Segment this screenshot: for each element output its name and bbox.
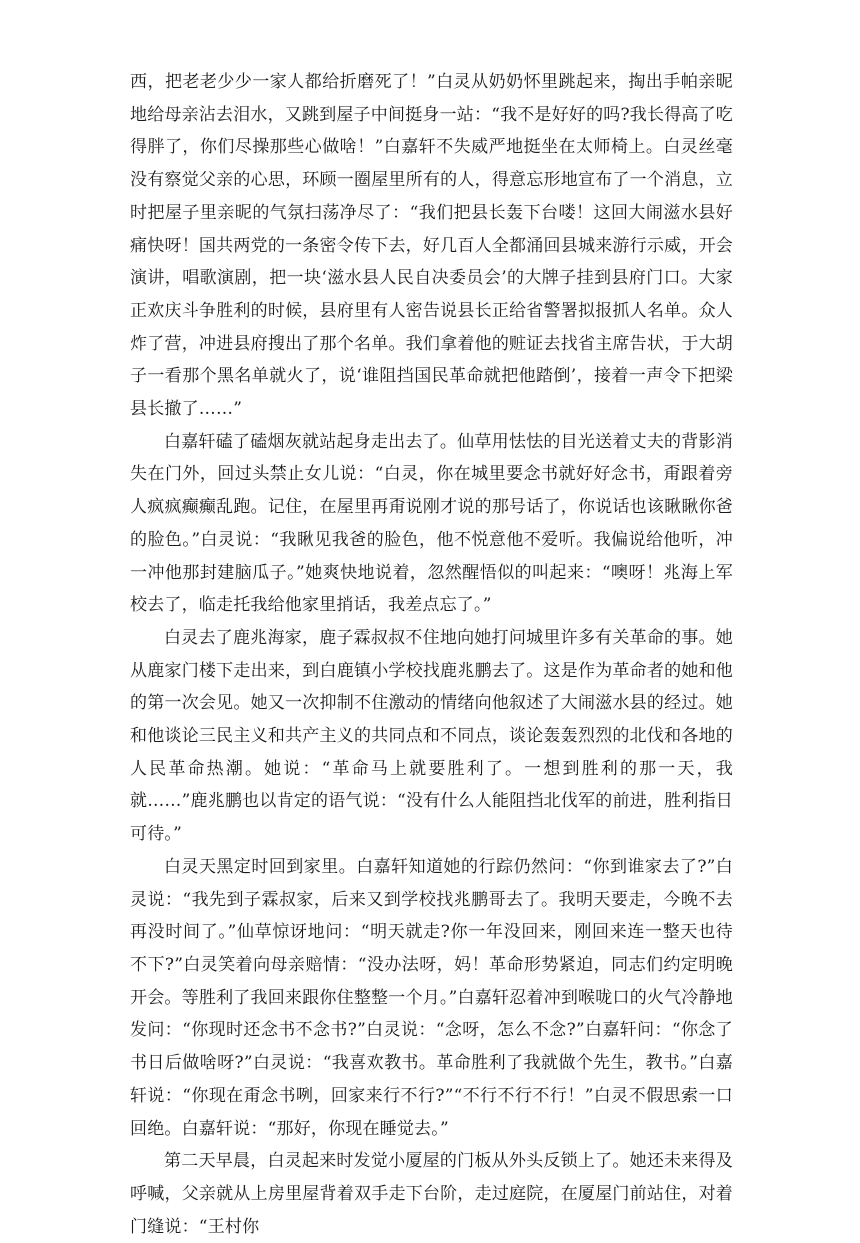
paragraph-1: 西，把老老少少一家人都给折磨死了！”白灵从奶奶怀里跳起来，掏出手帕亲昵地给母亲沾去泪水，又跳到屋子中间挺身一站：“我不是好好的吗?我长得高了吃得胖了，你们尽操那些心做啥！”白嘉轩不失威严地挺坐在太师椅上。白灵丝毫没有察觉父亲的心思，环顾一圈屋里所有的人，得意忘形地宣布了一个消息，立时把屋子里亲昵的气氛扫荡净尽了：“我们把县长轰下台喽！这回大闹滋水县好痛快呀！国共两党的一条密令传下去，好几百人全都涌回县城来游行示威，开会演讲，唱歌演剧，把一块‘滋水县人民自决委员会’的大牌子挂到县府门口。大家正欢庆斗争胜利的时候，县府里有人密告说县长正给省警署拟报抓人名单。众人炸了营，冲进县府搜出了那个名单。我们拿着他的赃证去找省主席告状，于大胡子一看那个黑名单就火了，说‘谁阻挡国民革命就把他踏倒’，接着一声令下把梁县长撤了……” bbox=[130, 72, 734, 420]
paragraph-2: 白嘉轩磕了磕烟灰就站起身走出去了。仙草用怯怯的目光送着丈夫的背影消失在门外，回过头禁止女儿说：“白灵，你在城里要念书就好好念书，甭跟着旁人疯疯癫癫乱跑。记住，在屋里再甭说刚才说的那号话了，你说话也该瞅瞅你爸的脸色。”白灵说：“我瞅见我爸的脸色，他不悦意他不爱听。我偏说给他听，冲一冲他那封建脑瓜子。”她爽快地说着，忽然醒悟似的叫起来：“噢呀！兆海上军校去了，临走托我给他家里捎话，我差点忘了。” bbox=[130, 431, 733, 616]
paragraph-5: 第二天早晨，白灵起来时发觉小厦屋的门板从外头反锁上了。她还未来得及呼喊，父亲就从上房里屋背着双手走下台阶，走过庭院，在厦屋门前站住，对着门缝说：“王村你 bbox=[130, 1151, 733, 1237]
paragraph-3: 白灵去了鹿兆海家，鹿子霖叔叔不住地向她打问城里许多有关革命的事。她从鹿家门楼下走出来，到白鹿镇小学校找鹿兆鹏去了。这是作为革命者的她和他的第一次会见。她又一次抑制不住激动的情绪向他叙述了大闹滋水县的经过。她和他谈论三民主义和共产主义的共同点和不同点，谈论轰轰烈烈的北伐和各地的人民革命热潮。她说：“革命马上就要胜利了。一想到胜利的那一天，我就……”鹿兆鹏也以肯定的语气说：“没有什么人能阻挡北伐军的前进，胜利指日可待。” bbox=[130, 627, 733, 845]
paragraph-4: 白灵天黑定时回到家里。白嘉轩知道她的行踪仍然问：“你到谁家去了?”白灵说：“我先到子霖叔家，后来又到学校找兆鹏哥去了。我明天要走，今晚不去再没时间了。”仙草惊讶地问：“明天就走?你一年没回来，刚回来连一整天也待不下?”白灵笑着向母亲赔情：“没办法呀，妈！革命形势紧迫，同志们约定明晚开会。等胜利了我回来跟你住整整一个月。”白嘉轩忍着冲到喉咙口的火气冷静地发问：“你现时还念书不念书?”白灵说：“念呀，怎么不念?”白嘉轩问：“你念了书日后做啥呀?”白灵说：“我喜欢教书。革命胜利了我就做个先生，教书。”白嘉轩说：“你现在甭念书咧，回家来行不行?”“不行不行不行！”白灵不假思索一口回绝。白嘉轩说：“那好，你现在睡觉去。” bbox=[130, 856, 733, 1139]
document-page bbox=[130, 66, 733, 1243]
